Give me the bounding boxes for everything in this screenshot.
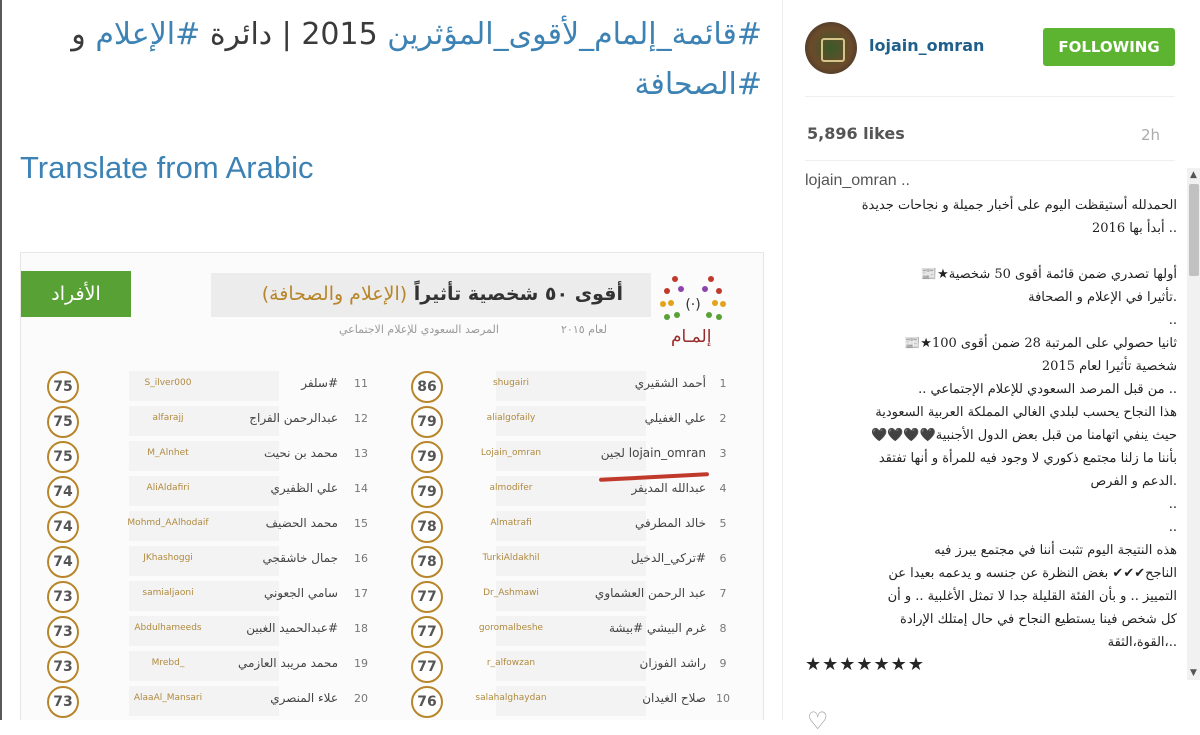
twitter-handle: AlaaAl_Mansari: [133, 693, 203, 703]
caption-line: .. أبدأ بها 2016: [1092, 221, 1177, 236]
twitter-handle: alfarajj: [152, 413, 184, 423]
caption-line: ..: [1168, 497, 1177, 512]
score-badge: 75: [47, 406, 79, 438]
twitter-handle: salahalghaydan: [475, 693, 547, 703]
person-name: غرم البيشي #بيشة: [608, 621, 706, 635]
caption-scrollbar[interactable]: [1187, 168, 1200, 680]
likes-count[interactable]: 5,896 likes: [807, 124, 905, 143]
rank-number: 8: [719, 622, 727, 635]
twitter-handle: almodifer: [489, 483, 533, 493]
caption-line: كل شخص فينا يستطيع النجاح في حال إمتلك الإرادة: [900, 612, 1177, 627]
caption-line: الحمدلله أستيقظت اليوم على أخبار جميلة و نجاحات جديدة: [861, 198, 1177, 213]
caption-line: ..،القوة،الثقة: [1107, 635, 1177, 650]
twitter-handle: M_Alnhet: [147, 448, 189, 458]
caption-line: ..: [1168, 520, 1177, 535]
logo-text: إلمـام: [671, 327, 712, 347]
table-row: [21, 581, 763, 611]
person-name: محمد بن نحيت: [263, 446, 338, 460]
score-badge: 73: [47, 581, 79, 613]
twitter-handle: AliAldafiri: [146, 483, 190, 493]
hashtag-link[interactable]: #الإعلام: [95, 17, 201, 52]
score-badge: 75: [47, 441, 79, 473]
twitter-handle: goromalbeshe: [478, 623, 544, 633]
caption-line: .الدعم و الفرص: [1090, 474, 1177, 489]
divider: [805, 96, 1175, 97]
twitter-handle: alialgofaily: [486, 413, 536, 423]
score-badge: 79: [411, 476, 443, 508]
caption-username-link[interactable]: lojain_omran: [805, 172, 897, 189]
person-name: أحمد الشقيري: [634, 376, 706, 390]
table-row: [21, 441, 763, 471]
score-badge: 73: [47, 686, 79, 718]
infographic-title-sub: (الإعلام والصحافة): [261, 283, 408, 305]
person-name: علي الظفيري: [270, 481, 338, 495]
post-title: [22, 10, 762, 110]
rank-number: 18: [354, 622, 368, 635]
caption-line: هذا النجاح يحسب لبلدي الغالي المملكة العربية السعودية: [875, 405, 1177, 420]
post-sidebar: [782, 0, 1200, 735]
twitter-handle: JKhashoggi: [143, 553, 193, 563]
caption-line: .. من قبل المرصد السعودي للإعلام الإجتماعي ..: [918, 382, 1177, 397]
scrollbar-thumb[interactable]: [1189, 184, 1199, 276]
hashtag-link[interactable]: #قائمة_إلمام_لأقوى_المؤثرين: [387, 17, 762, 52]
following-button[interactable]: FOLLOWING: [1043, 28, 1175, 66]
rank-number: 7: [719, 587, 727, 600]
rank-number: 19: [354, 657, 368, 670]
caption-line: التمييز .. و بأن الفئة القليلة جدا لا تمثل الأغلبية .. و أن: [887, 589, 1177, 604]
person-name: خالد المطرفي: [635, 516, 706, 530]
rank-number: 9: [719, 657, 727, 670]
rank-number: 16: [354, 552, 368, 565]
score-badge: 79: [411, 406, 443, 438]
score-badge: 74: [47, 476, 79, 508]
twitter-handle: shugairi: [492, 378, 530, 388]
infographic-title: [262, 283, 623, 305]
person-name: lojain_omran لجين: [600, 446, 706, 460]
score-badge: 74: [47, 546, 79, 578]
table-row: [21, 546, 763, 576]
rank-number: 11: [354, 377, 368, 390]
person-name: جمال خاشقجي: [262, 551, 338, 565]
caption-text: [805, 194, 1177, 654]
person-name: #سلفر: [301, 376, 338, 390]
caption-line: ثانيا حصولي على المرتبة 28 ضمن أقوى 100★📰: [904, 336, 1177, 351]
post-media-pane: [2, 0, 780, 720]
caption-line: ..: [1168, 313, 1177, 328]
caption-stars: ★★★★★★★: [805, 654, 925, 675]
twitter-handle: samialjaoni: [142, 588, 194, 598]
twitter-handle: r_alfowzan: [486, 658, 536, 668]
svg-text:(·): (·): [685, 297, 701, 313]
title-text: و: [71, 17, 86, 52]
like-heart-icon[interactable]: ♡: [807, 707, 829, 735]
person-name: علاء المنصري: [270, 691, 338, 705]
table-row: [21, 511, 763, 541]
person-name: عبد الرحمن العشماوي: [594, 586, 706, 600]
person-name: #تركي_الدخيل: [630, 551, 706, 565]
rank-number: 10: [716, 692, 730, 705]
username-link[interactable]: lojain_omran: [869, 36, 985, 55]
table-row: [21, 651, 763, 681]
infographic-source: المرصد السعودي للإعلام الاجتماعي: [339, 323, 499, 336]
score-badge: 74: [47, 511, 79, 543]
rank-number: 13: [354, 447, 368, 460]
person-name: سامي الجعوني: [263, 586, 338, 600]
table-row: [21, 686, 763, 716]
person-name: عبدالرحمن الفراج: [249, 411, 338, 425]
caption-line: بأننا ما زلنا مجتمع ذكوري لا وجود فيه للمرأة و أنها تفتقد: [878, 451, 1177, 466]
rank-number: 15: [354, 517, 368, 530]
score-badge: 79: [411, 441, 443, 473]
rank-number: 6: [719, 552, 727, 565]
twitter-handle: Mrebd_: [151, 658, 185, 668]
person-name: راشد الفوزان: [639, 656, 706, 670]
person-name: صلاح الغيدان: [642, 691, 706, 705]
rank-number: 20: [354, 692, 368, 705]
score-badge: 78: [411, 546, 443, 578]
divider: [805, 160, 1175, 161]
table-row: [21, 371, 763, 401]
title-text: 2015 | دائرة: [209, 17, 378, 52]
caption-line: هذه النتيجة اليوم تثبت أننا في مجتمع يبرز فيه: [934, 543, 1177, 558]
twitter-handle: Mohmd_AAlhodaif: [127, 518, 209, 528]
caption-line: الناجح✔✔✔ بغض النظرة عن جنسه و يدعمه بعيدا عن: [888, 566, 1177, 581]
post-image[interactable]: [20, 252, 764, 720]
person-name: #عبدالحميد الغبين: [246, 621, 338, 635]
caption-ellipsis: ..: [901, 172, 910, 189]
caption-line: أولها تصدري ضمن قائمة أقوى 50 شخصية★📰: [920, 267, 1177, 282]
table-row: [21, 406, 763, 436]
caption-line: شخصية تأثيرا لعام 2015: [1041, 359, 1177, 374]
rank-number: 5: [719, 517, 727, 530]
twitter-handle: S_ilver000: [144, 378, 192, 388]
score-badge: 75: [47, 371, 79, 403]
infographic-year: لعام ٢٠١٥: [561, 323, 607, 336]
person-name: عبدالله المديفر: [631, 481, 706, 495]
avatar[interactable]: [805, 22, 857, 74]
score-badge: 77: [411, 651, 443, 683]
person-name: محمد مريبد العازمي: [237, 656, 338, 670]
rank-number: 3: [719, 447, 727, 460]
twitter-handle: Lojain_omran: [480, 448, 542, 458]
score-badge: 73: [47, 651, 79, 683]
rank-number: 4: [719, 482, 727, 495]
twitter-handle: Almatrafi: [490, 518, 532, 528]
caption-header: [805, 172, 1177, 190]
table-row: [21, 476, 763, 506]
translate-link[interactable]: Translate from Arabic: [20, 150, 314, 185]
rank-number: 14: [354, 482, 368, 495]
scroll-down-icon[interactable]: ▼: [1190, 668, 1197, 678]
caption-line: حيث ينفي اتهامنا من قبل بعض الدول الأجنبية🖤🖤🖤🖤: [871, 428, 1177, 443]
category-tab-individuals: الأفراد: [21, 271, 131, 317]
score-badge: 73: [47, 616, 79, 648]
post-timestamp: 2h: [1141, 126, 1161, 144]
rank-number: 1: [719, 377, 727, 390]
person-name: علي الغفيلي: [644, 411, 706, 425]
caption: [805, 172, 1177, 720]
twitter-handle: TurkiAldakhil: [482, 553, 540, 563]
twitter-handle: Dr_Ashmawi: [483, 588, 539, 598]
table-row: [21, 616, 763, 646]
rank-number: 2: [719, 412, 727, 425]
infographic-title-main: أقوى ٥٠ شخصية تأثيراً: [413, 283, 623, 305]
hashtag-link[interactable]: #الصحافة: [634, 67, 762, 102]
twitter-handle: Abdulhameeds: [134, 623, 202, 633]
caption-line: [805, 240, 1177, 263]
score-badge: 78: [411, 511, 443, 543]
scroll-up-icon[interactable]: ▲: [1190, 170, 1197, 180]
rank-number: 12: [354, 412, 368, 425]
score-badge: 77: [411, 581, 443, 613]
score-badge: 77: [411, 616, 443, 648]
person-name: محمد الحضيف: [265, 516, 338, 530]
score-badge: 76: [411, 686, 443, 718]
score-badge: 86: [411, 371, 443, 403]
rank-number: 17: [354, 587, 368, 600]
caption-line: .تأثيرا في الإعلام و الصحافة: [1028, 290, 1177, 305]
